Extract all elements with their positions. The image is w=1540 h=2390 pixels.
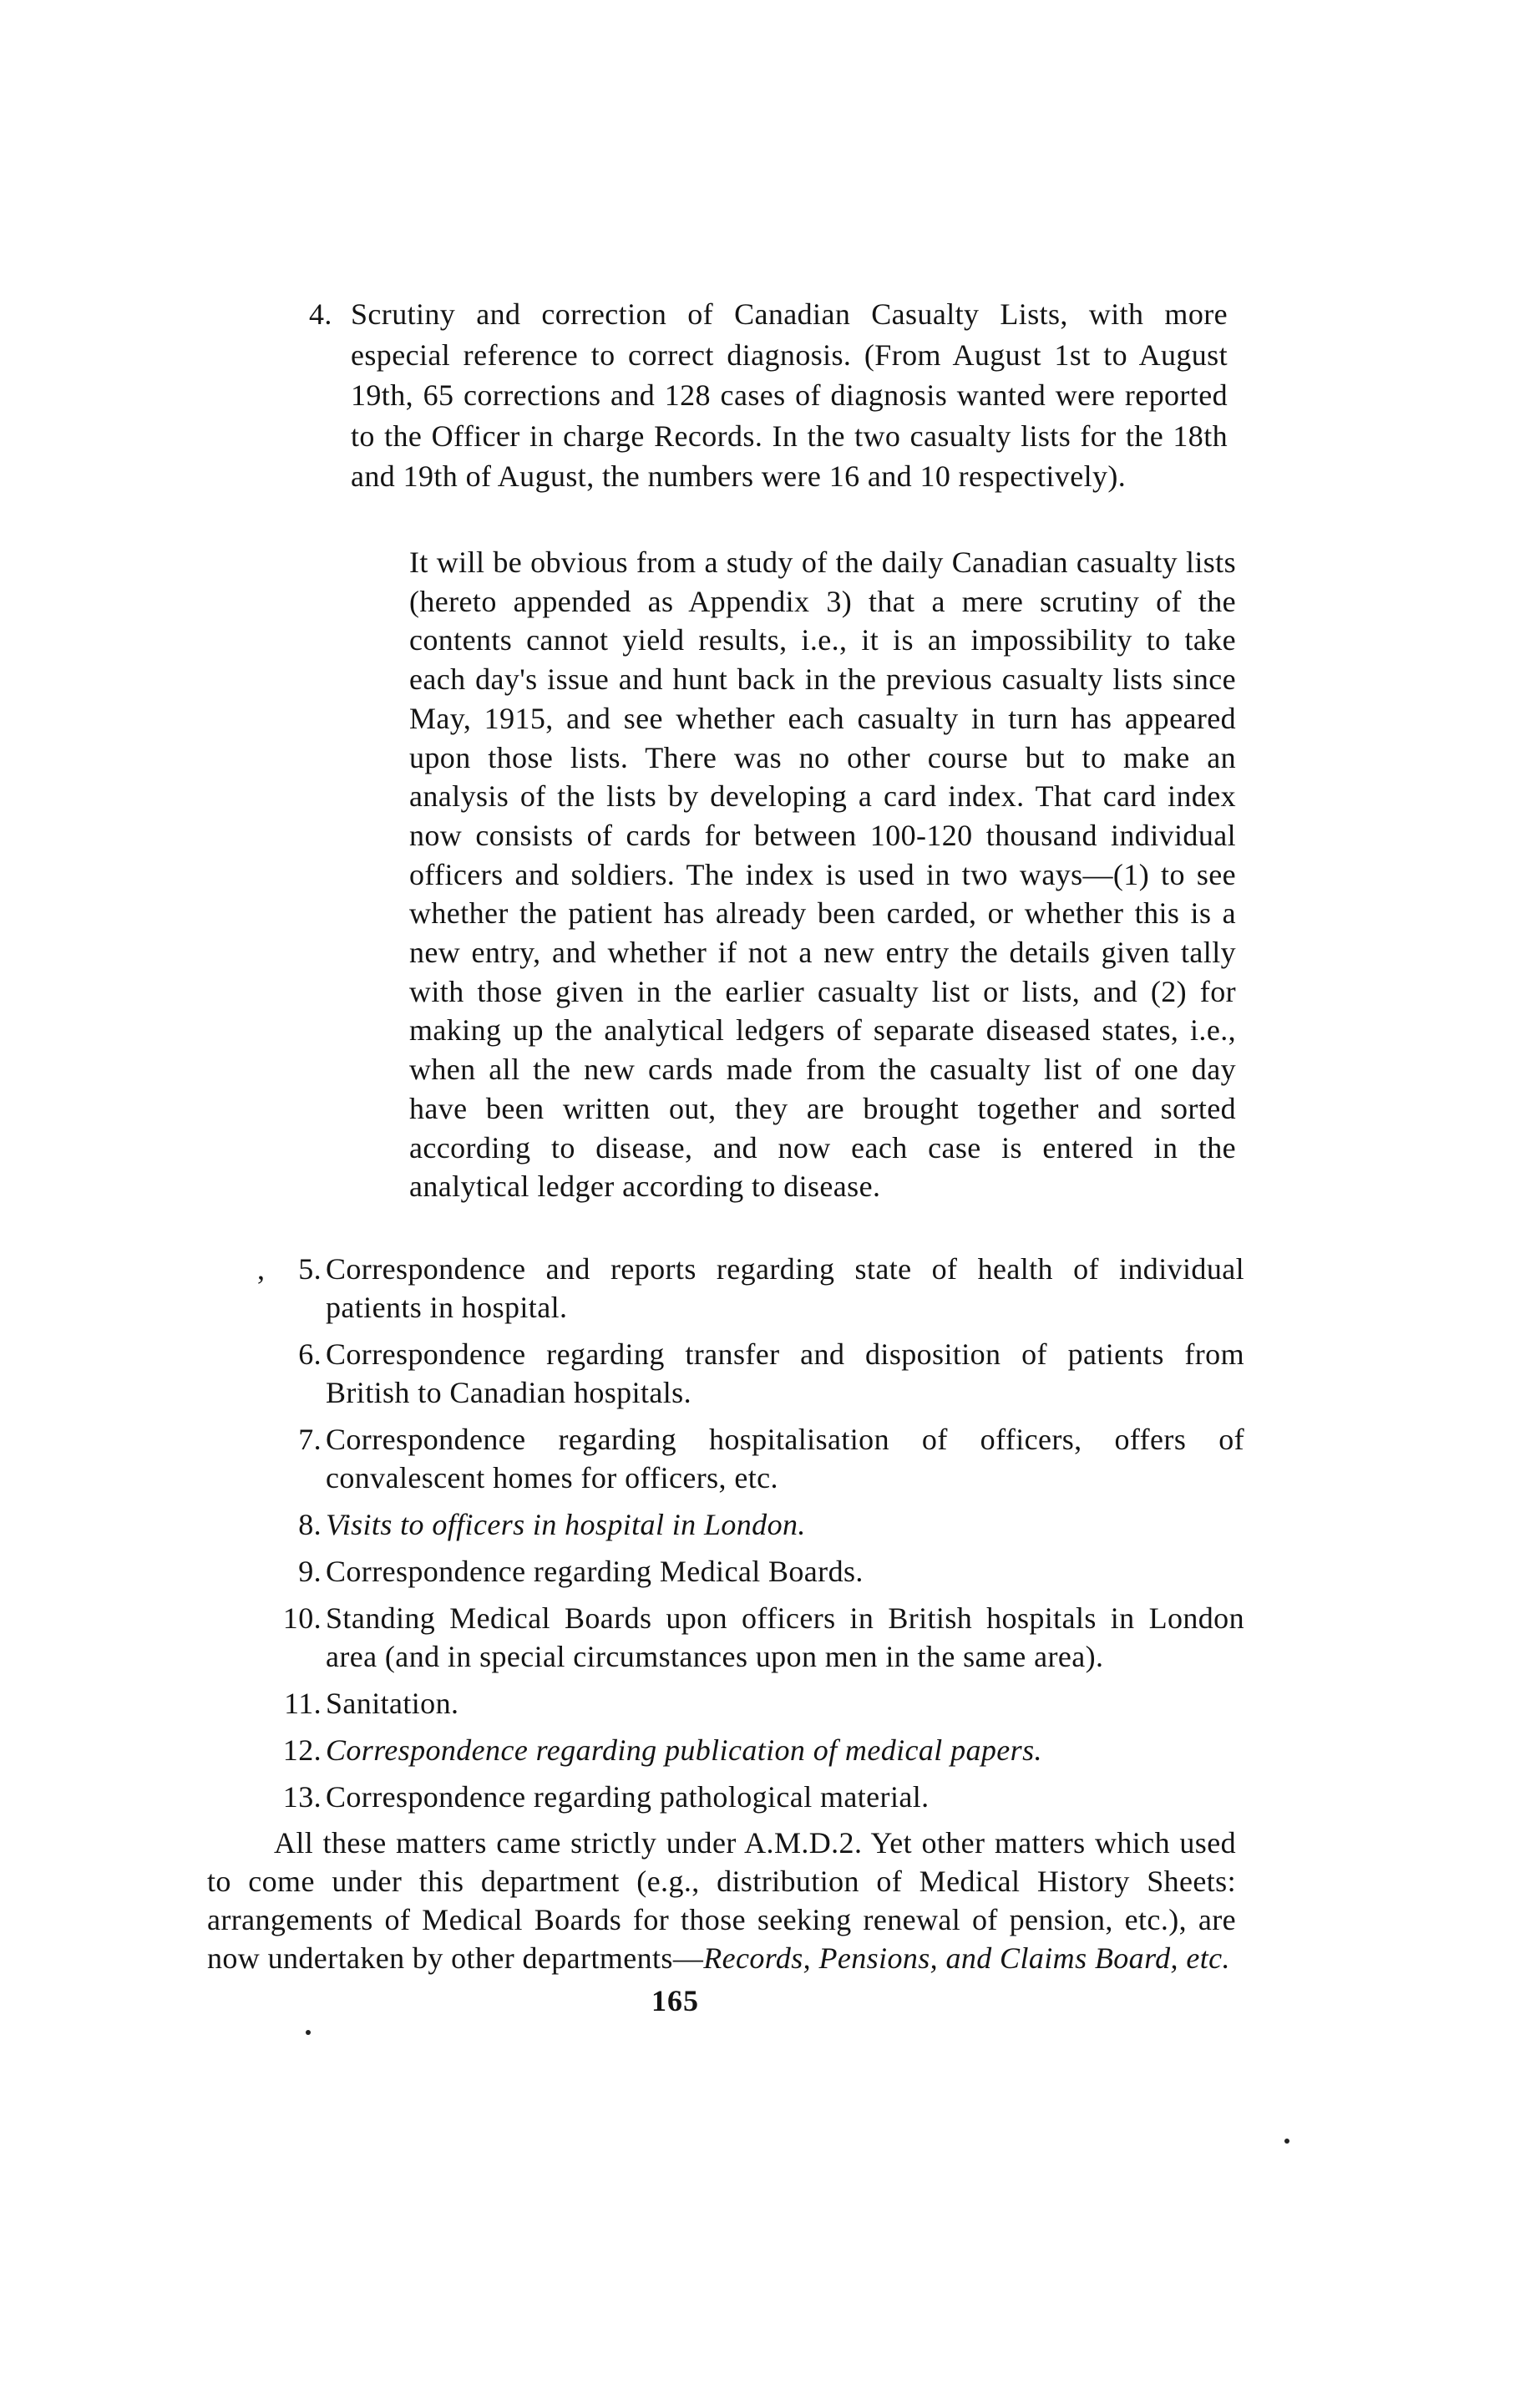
list-item-number: 12.: [282, 1733, 322, 1767]
list-item-number: 9.: [298, 1555, 322, 1588]
list-item-text: Correspondence and reports regarding state of health of individual patients in hospital.: [326, 1252, 1244, 1324]
closing-paragraph-italic: Records, Pensions, and Claims Board, etc.: [703, 1941, 1230, 1975]
list-item: [298, 1552, 1244, 1591]
list-item-text: Standing Medical Boards upon officers in British hospitals in London area (and in special circumstances upon men in the same area).: [326, 1601, 1244, 1673]
list-item: [282, 1599, 1244, 1676]
closing-paragraph: [207, 1824, 1236, 1977]
item-4-text: Scrutiny and correction of Canadian Casualty Lists, with more especial reference to correct diagnosis. (From August 1st to August 19th, 65 corrections and 128 cases of diagnosis wanted were reported to the Officer in charge Records. In the two casualty lists for the 18th and 19th of August, the numbers were 16 and 10 respectively).: [351, 297, 1228, 494]
card-index-paragraph: It will be obvious from a study of the daily Canadian casualty lists (hereto appended as Appendix 3) that a mere scrutiny of the contents cannot yield results, i.e., it is an impossibility to take each day's issue and hunt back in the previous casualty lists since May, 1915, and see whether each casualty in turn has appeared upon those lists. There was no other course but to make an analysis of the lists by developing a card index. That card index now consists of cards for between 100-120 thousand individual officers and soldiers. The index is used in two ways—(1) to see whether the patient has already been carded, or whether this is a new entry, and whether if not a new entry the details given tally with those given in the earlier casualty list or lists, and (2) for making up the analytical ledgers of separate diseased states, i.e., when all the new cards made from the casualty list of one day have been written out, they are brought together and sorted according to disease, and now each case is entered in the analytical ledger according to disease.: [409, 545, 1236, 1204]
list-item-number: 7.: [298, 1423, 322, 1456]
list-item-number: 11.: [284, 1687, 322, 1720]
list-item-number: 6.: [298, 1337, 322, 1371]
list-item-number: 13.: [282, 1780, 322, 1814]
list-item: [298, 1420, 1244, 1497]
speck-mark: [1284, 2139, 1289, 2144]
list-item-text: Visits to officers in hospital in London.: [326, 1508, 806, 1541]
list-item-text: Correspondence regarding transfer and disposition of patients from British to Canadian hospitals.: [326, 1337, 1244, 1409]
list-item-text: Correspondence regarding Medical Boards.: [326, 1555, 864, 1588]
stray-comma-mark: ,: [257, 1252, 265, 1286]
list-item-number: 8.: [298, 1508, 322, 1541]
list-item-number: 10.: [282, 1601, 322, 1635]
list-item-text: Correspondence regarding pathological material.: [326, 1780, 930, 1814]
list-item-text: Sanitation.: [326, 1687, 459, 1720]
list-item: [298, 1335, 1244, 1412]
list-item: [282, 1731, 1244, 1769]
list-item: [284, 1684, 1244, 1723]
closing-paragraph-text: All these matters came strictly under A.M.D.2. Yet other matters which used to come under this department (e.g., distribution of Medical History Sheets: arrangements of Medical Boards for those seeking renewal of pension, etc.), are now undertaken by other departments—: [207, 1826, 1236, 1975]
list-item-text: Correspondence regarding hospitalisation of officers, offers of convalescent homes for officers, etc.: [326, 1423, 1244, 1494]
item-4-number: 4.: [309, 297, 332, 331]
duties-list: [282, 1250, 1244, 1816]
list-item-number: 5.: [298, 1252, 322, 1286]
list-item: [298, 1505, 1244, 1544]
item-4-paragraph: [309, 294, 1228, 497]
speck-mark: [306, 2030, 311, 2035]
page-number: 165: [651, 1984, 699, 2017]
list-item: [282, 1778, 1244, 1816]
list-item: [298, 1250, 1244, 1327]
list-item-text: Correspondence regarding publication of medical papers.: [326, 1733, 1042, 1767]
